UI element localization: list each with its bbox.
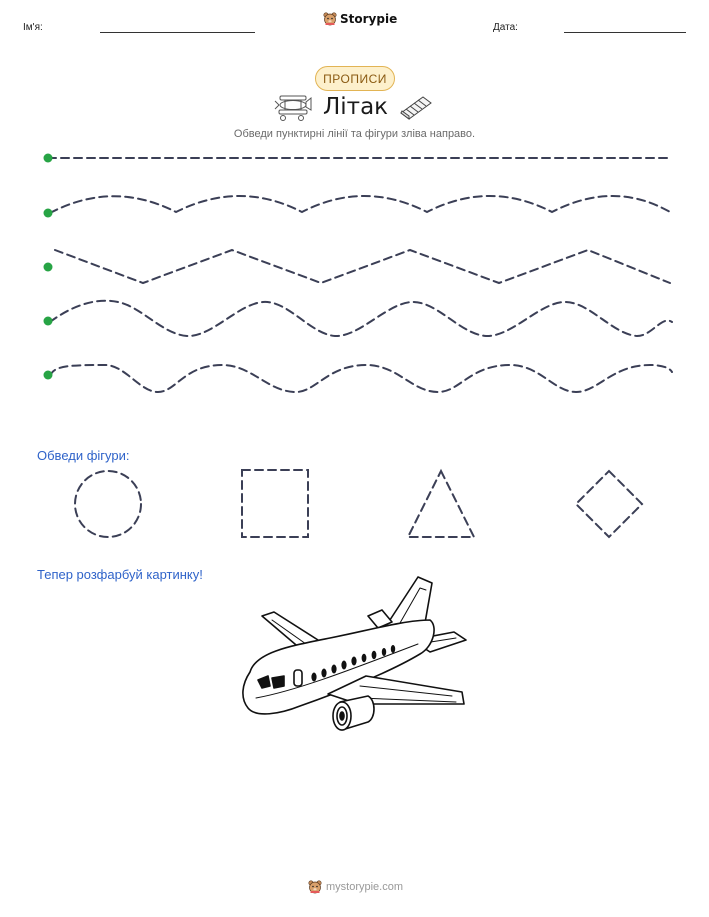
worksheet-title: Літак bbox=[323, 94, 389, 120]
shapes-heading: Обведи фігури: bbox=[37, 448, 130, 463]
tracing-shape-triangle[interactable] bbox=[408, 471, 474, 537]
brand-name: Storypie bbox=[340, 12, 398, 26]
tracing-line-bump-wave[interactable] bbox=[50, 365, 672, 392]
start-dot-1 bbox=[44, 154, 53, 163]
start-dot-5 bbox=[44, 371, 53, 380]
bear-head-icon bbox=[308, 880, 322, 894]
date-label: Дата: bbox=[493, 22, 518, 33]
tracing-line-arc-wave[interactable] bbox=[50, 196, 670, 213]
footer-site-link[interactable]: mystorypie.com bbox=[326, 881, 404, 893]
airplane-coloring-picture[interactable] bbox=[236, 570, 472, 736]
coloring-heading: Тепер розфарбуй картинку! bbox=[37, 567, 203, 582]
tracing-lines-area bbox=[0, 0, 709, 420]
tracing-line-smooth-wave[interactable] bbox=[50, 301, 672, 336]
tracing-shapes-area bbox=[0, 460, 709, 550]
start-dot-2 bbox=[44, 209, 53, 218]
tracing-shape-square[interactable] bbox=[242, 470, 308, 537]
start-dot-4 bbox=[44, 317, 53, 326]
instructions: Обведи пунктирні лінії та фігури зліва направо. bbox=[233, 128, 476, 140]
name-label: Ім'я: bbox=[23, 22, 43, 33]
tracing-line-zigzag[interactable] bbox=[55, 250, 670, 283]
start-dot-3 bbox=[44, 263, 53, 272]
worksheet-type-badge: ПРОПИСИ bbox=[315, 66, 395, 91]
footer bbox=[308, 880, 403, 894]
tracing-shape-circle[interactable] bbox=[75, 471, 141, 537]
tracing-shape-diamond[interactable] bbox=[576, 471, 642, 537]
